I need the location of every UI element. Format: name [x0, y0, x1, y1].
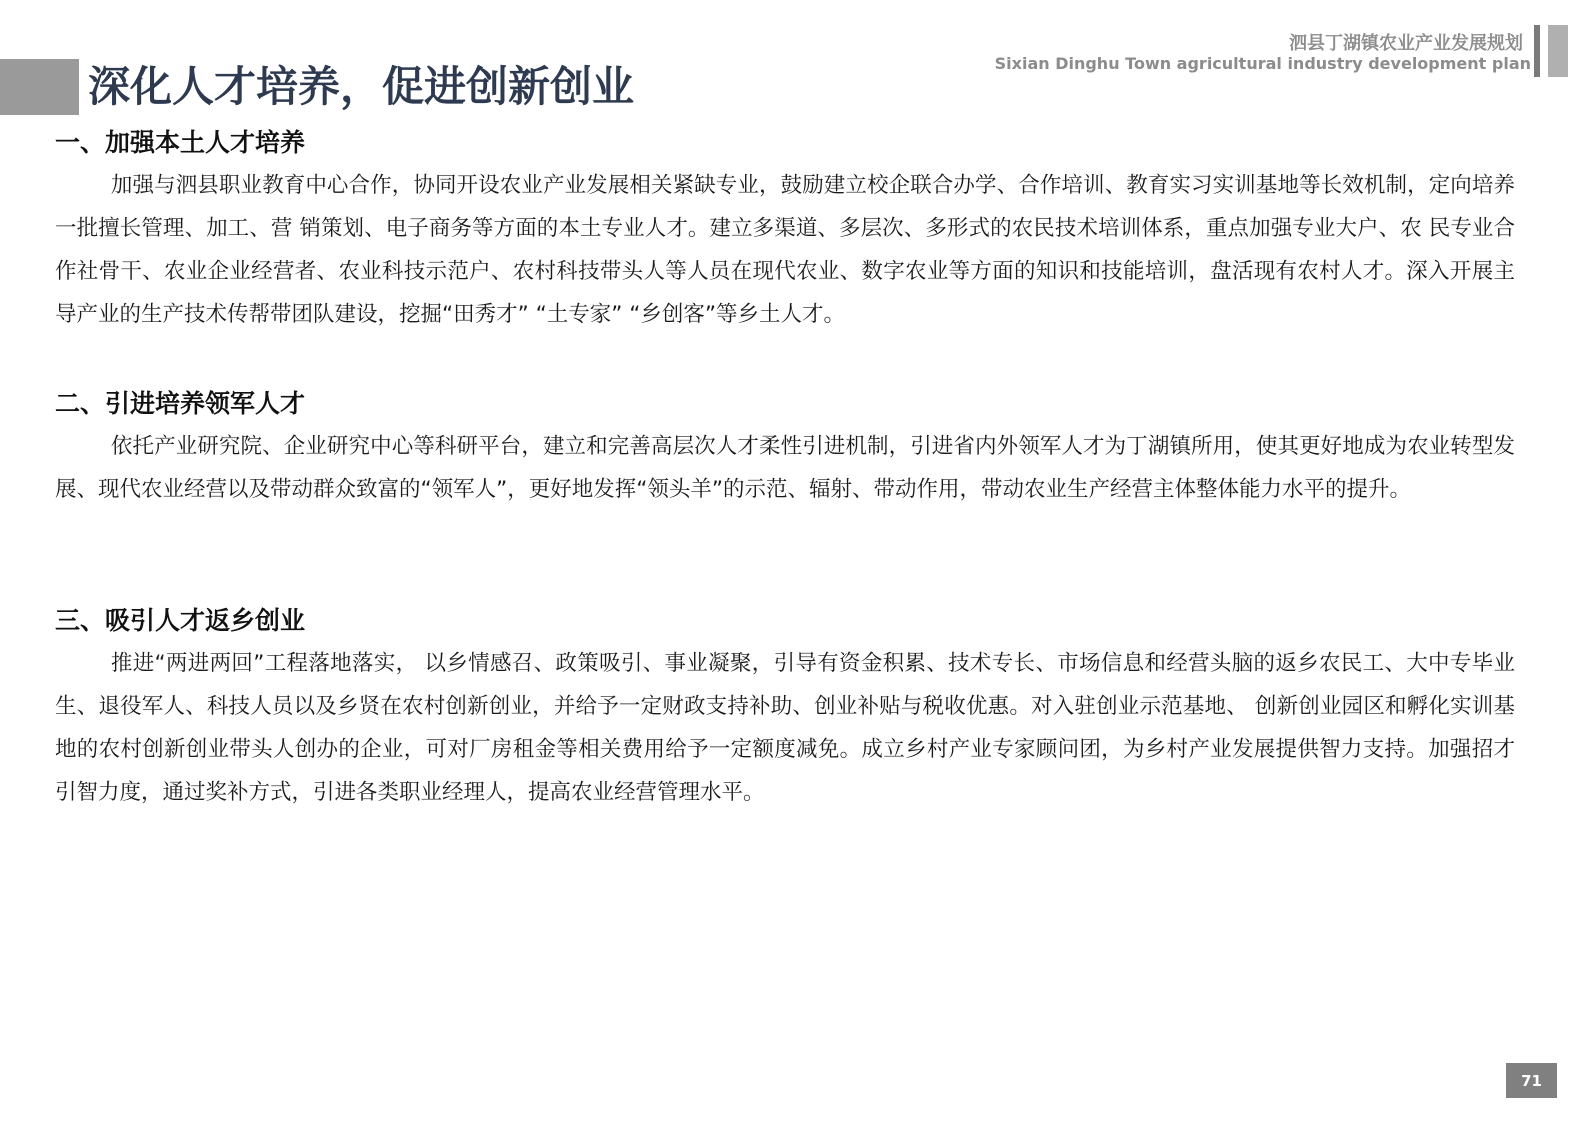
section-body: 推进“两进两回”工程落地落实， 以乡情感召、政策吸引、事业凝聚，引导有资金积累、技术专长、市场信息和经营头脑的返乡农民工、大中专毕业生、退役军人、科技人员以及乡贤在农村创新创业，并给予一定财政支持补助、创业补贴与税收优惠。对入驻创业示范基地、 创新创业园区和孵化实训基地的农村创新创业带头人创办的企业，可对厂房租金等相关费用给予一定额度减免。成立乡村产业专家顾问团，为乡村产业发展提供智力支持。加强招才引智力度，通过奖补方式，引进各类职业经理人，提高农业经营管理水平。 — [55, 651, 1515, 805]
section-heading: 一、加强本土人才培养 — [55, 128, 306, 157]
header-accent-bar-light — [1548, 25, 1568, 77]
section-heading: 二、引进培养领军人才 — [55, 389, 306, 418]
section-returning-talent — [55, 604, 1515, 814]
header-title-zh: 泗县丁湖镇农业产业发展规划 — [1289, 33, 1523, 54]
header-accent-bar-dark — [1534, 25, 1540, 77]
section-leading-talent — [55, 387, 1515, 511]
section-body: 加强与泗县职业教育中心合作，协同开设农业产业发展相关紧缺专业，鼓励建立校企联合办学、合作培训、教育实习实训基地等长效机制，定向培养一批擅长管理、加工、营 销策划、电子商务等方面的本土专业人才。建立多渠道、多层次、多形式的农民技术培训体系，重点加强专业大户、农 民专业合作社骨干、农业企业经营者、农业科技示范户、农村科技带头人等人员在现代农业、数字农业等方面的知识和技能培训，盘活现有农村人才。深入开展主导产业的生产技术传帮带团队建设，挖掘“田秀才” “土专家” “乡创客”等乡土人才。 — [55, 173, 1515, 327]
section-body: 依托产业研究院、企业研究中心等科研平台，建立和完善高层次人才柔性引进机制，引进省内外领军人才为丁湖镇所用，使其更好地成为农业转型发展、现代农业经营以及带动群众致富的“领军人”，更好地发挥“领头羊”的示范、辐射、带动作用，带动农业生产经营主体整体能力水平的提升。 — [55, 434, 1515, 502]
header-title-en: Sixian Dinghu Town agricultural industry development plan — [994, 54, 1531, 73]
title-accent-block — [0, 59, 79, 115]
section-local-talent — [55, 126, 1515, 336]
section-heading: 三、吸引人才返乡创业 — [55, 606, 306, 635]
page-title: 深化人才培养，促进创新创业 — [88, 62, 635, 111]
page-number: 71 — [1506, 1063, 1557, 1098]
